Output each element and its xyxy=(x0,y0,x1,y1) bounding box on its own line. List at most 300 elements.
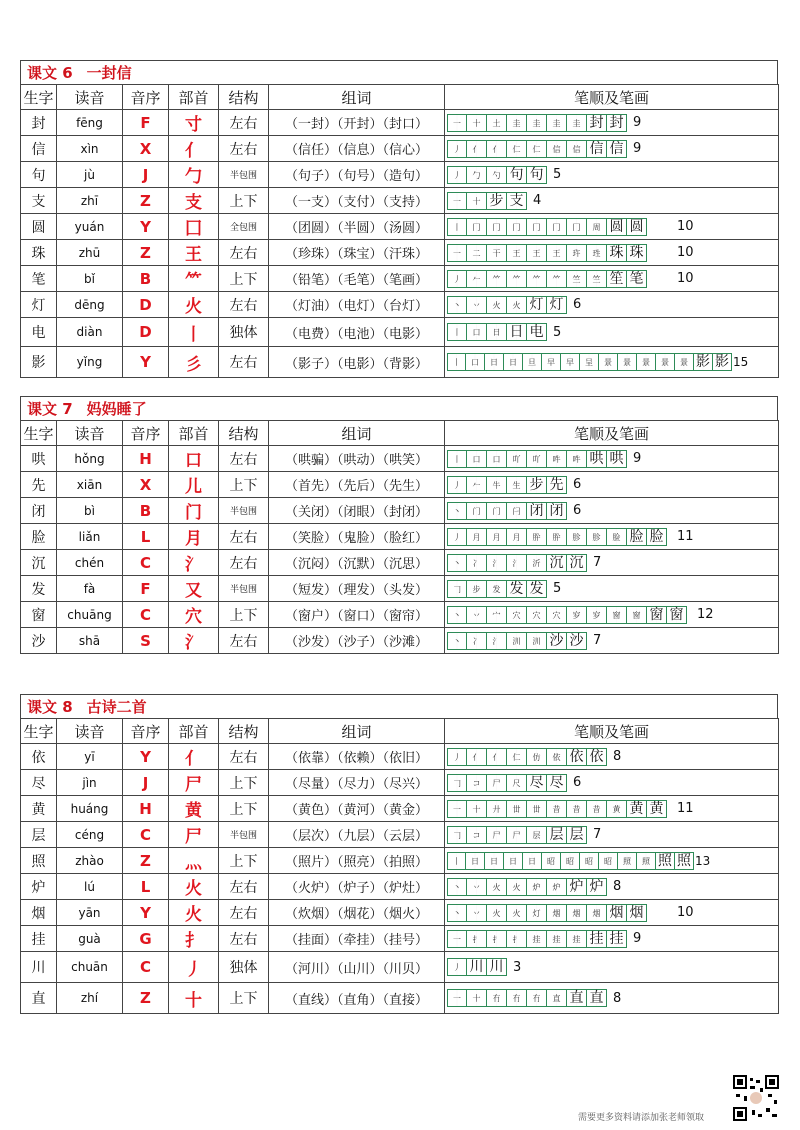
radical-cell: 丿 xyxy=(169,952,219,983)
initial-cell: Y xyxy=(123,214,169,240)
stroke-step: 干 xyxy=(487,244,507,262)
character-cell: 直 xyxy=(21,983,57,1014)
stroke-step: 扌 xyxy=(487,930,507,948)
stroke-count: 10 xyxy=(677,271,694,286)
stroke-step: 仿 xyxy=(527,748,547,766)
words-cell: （炊烟）（烟花）（烟火） xyxy=(269,900,445,926)
stroke-step: ⺮ xyxy=(527,270,547,288)
pinyin-cell: dēng xyxy=(57,292,123,318)
structure-cell: 上下 xyxy=(219,796,269,822)
column-header: 笔顺及笔画 xyxy=(445,719,779,744)
stroke-step: 仁 xyxy=(507,748,527,766)
stroke-step: 氵 xyxy=(487,632,507,650)
table-row xyxy=(21,498,779,524)
stroke-count: 12 xyxy=(697,607,714,622)
table-row xyxy=(21,770,779,796)
stroke-step: 廾 xyxy=(487,800,507,818)
stroke-step: 亻 xyxy=(487,140,507,158)
table-row xyxy=(21,744,779,770)
words-cell: （直线）（直角）（直接） xyxy=(269,983,445,1014)
stroke-step: 日 xyxy=(504,353,523,371)
stroke-step: 直 xyxy=(587,989,607,1007)
structure-cell: 独体 xyxy=(219,952,269,983)
stroke-step: 火 xyxy=(487,878,507,896)
radical-cell: 寸 xyxy=(169,110,219,136)
radical-cell: 火 xyxy=(169,874,219,900)
pinyin-cell: liǎn xyxy=(57,524,123,550)
stroke-step: 笙 xyxy=(607,270,627,288)
stroke-order-cell xyxy=(445,602,779,628)
stroke-step: 景 xyxy=(618,353,637,371)
stroke-count: 13 xyxy=(695,853,711,868)
stroke-step: 尸 xyxy=(507,826,527,844)
stroke-step: 景 xyxy=(656,353,675,371)
stroke-step: 二 xyxy=(467,244,487,262)
lesson-label: 课文 6 xyxy=(27,64,73,82)
structure-cell: 上下 xyxy=(219,472,269,498)
initial-cell: Z xyxy=(123,848,169,874)
stroke-step: 丨 xyxy=(447,323,467,341)
stroke-step: 圆 xyxy=(607,218,627,236)
pinyin-cell: guà xyxy=(57,926,123,952)
stroke-count: 6 xyxy=(573,775,582,790)
radical-cell: 囗 xyxy=(169,214,219,240)
character-cell: 发 xyxy=(21,576,57,602)
stroke-order-cell xyxy=(445,136,779,162)
stroke-step: 丶 xyxy=(447,296,467,314)
stroke-boxes xyxy=(447,958,507,976)
stroke-step: 景 xyxy=(675,353,694,371)
pinyin-cell: yǐng xyxy=(57,347,123,378)
stroke-step: 日 xyxy=(466,852,485,870)
stroke-step: 烟 xyxy=(607,904,627,922)
stroke-step: 窗 xyxy=(647,606,667,624)
stroke-step: 丿 xyxy=(447,748,467,766)
stroke-step: 哄 xyxy=(607,450,627,468)
stroke-step: 句 xyxy=(507,166,527,184)
stroke-step: 𠃌 xyxy=(447,774,467,792)
pinyin-cell: jìn xyxy=(57,770,123,796)
stroke-step: 玝 xyxy=(567,244,587,262)
table-header-row xyxy=(21,719,779,744)
stroke-order-cell xyxy=(445,576,779,602)
words-cell: （沉闷）（沉默）（沉思） xyxy=(269,550,445,576)
stroke-step: 生 xyxy=(507,476,527,494)
stroke-count: 6 xyxy=(573,503,582,518)
stroke-step: 沙 xyxy=(547,632,567,650)
stroke-step: 信 xyxy=(587,140,607,158)
stroke-order-cell xyxy=(445,347,779,378)
structure-cell: 左右 xyxy=(219,292,269,318)
words-cell: （影子）（电影）（背影） xyxy=(269,347,445,378)
table-row xyxy=(21,214,779,240)
table-row xyxy=(21,524,779,550)
stroke-count: 10 xyxy=(677,245,694,260)
stroke-step: 直 xyxy=(567,989,587,1007)
stroke-step: 日 xyxy=(523,852,542,870)
stroke-step: 昔 xyxy=(567,800,587,818)
stroke-boxes xyxy=(447,244,647,262)
character-cell: 珠 xyxy=(21,240,57,266)
stroke-step: 影 xyxy=(713,353,732,371)
stroke-step: 穸 xyxy=(587,606,607,624)
stroke-step: 早 xyxy=(561,353,580,371)
stroke-step: 仁 xyxy=(527,140,547,158)
initial-cell: L xyxy=(123,874,169,900)
character-cell: 沉 xyxy=(21,550,57,576)
stroke-step: 口 xyxy=(467,323,487,341)
stroke-step: ⺮ xyxy=(507,270,527,288)
stroke-step: 冫 xyxy=(467,632,487,650)
words-cell: （笑脸）（鬼脸）（脸红） xyxy=(269,524,445,550)
stroke-step: 冂 xyxy=(567,218,587,236)
stroke-step: 沙 xyxy=(567,632,587,650)
stroke-step: 灯 xyxy=(527,904,547,922)
stroke-step: 冂 xyxy=(467,218,487,236)
words-cell: （沙发）（沙子）（沙滩） xyxy=(269,628,445,654)
stroke-step: 一 xyxy=(447,192,467,210)
words-cell: （首先）（先后）（先生） xyxy=(269,472,445,498)
column-header: 读音 xyxy=(57,421,123,446)
stroke-step: 尽 xyxy=(547,774,567,792)
words-cell: （电费）（电池）（电影） xyxy=(269,318,445,347)
stroke-count: 11 xyxy=(677,529,694,544)
stroke-step: 直 xyxy=(547,989,567,1007)
pinyin-cell: yī xyxy=(57,744,123,770)
stroke-step: 丗 xyxy=(527,800,547,818)
stroke-count: 9 xyxy=(633,115,642,130)
stroke-step: 口 xyxy=(466,353,485,371)
stroke-count: 7 xyxy=(593,555,602,570)
initial-cell: Y xyxy=(123,744,169,770)
stroke-step: 早 xyxy=(542,353,561,371)
stroke-count: 5 xyxy=(553,324,562,340)
character-cell: 照 xyxy=(21,848,57,874)
stroke-step: 沉 xyxy=(547,554,567,572)
stroke-step: 尸 xyxy=(487,826,507,844)
stroke-step: 丿 xyxy=(447,528,467,546)
stroke-step: 信 xyxy=(567,140,587,158)
stroke-count: 4 xyxy=(533,193,542,208)
stroke-step: 吽 xyxy=(547,450,567,468)
stroke-step: 闭 xyxy=(527,502,547,520)
stroke-boxes xyxy=(447,166,547,184)
stroke-count: 8 xyxy=(613,990,622,1006)
column-header: 音序 xyxy=(123,85,169,110)
pinyin-cell: zhī xyxy=(57,188,123,214)
stroke-step: 丨 xyxy=(447,218,467,236)
stroke-step: 丿 xyxy=(447,958,467,976)
table-row xyxy=(21,162,779,188)
stroke-count: 3 xyxy=(513,959,522,975)
stroke-step: 炉 xyxy=(567,878,587,896)
table-row xyxy=(21,292,779,318)
table-row xyxy=(21,602,779,628)
words-cell: （河川）（山川）（川贝） xyxy=(269,952,445,983)
initial-cell: X xyxy=(123,136,169,162)
stroke-step: 冇 xyxy=(487,989,507,1007)
stroke-step: 一 xyxy=(447,114,467,132)
stroke-step: 𠂉 xyxy=(467,270,487,288)
pinyin-cell: diàn xyxy=(57,318,123,347)
stroke-step: 丿 xyxy=(447,270,467,288)
stroke-step: 胗 xyxy=(567,528,587,546)
radical-cell: 扌 xyxy=(169,926,219,952)
words-cell: （窗户）（窗口）（窗帘） xyxy=(269,602,445,628)
stroke-step: 脸 xyxy=(607,528,627,546)
initial-cell: B xyxy=(123,266,169,292)
initial-cell: F xyxy=(123,576,169,602)
stroke-step: 牛 xyxy=(487,476,507,494)
structure-cell: 左右 xyxy=(219,744,269,770)
structure-cell: 半包围 xyxy=(219,576,269,602)
stroke-step: 亻 xyxy=(467,748,487,766)
radical-cell: 尸 xyxy=(169,822,219,848)
radical-cell: 儿 xyxy=(169,472,219,498)
structure-cell: 左右 xyxy=(219,550,269,576)
stroke-step: 丶 xyxy=(447,632,467,650)
stroke-step: 竺 xyxy=(587,270,607,288)
words-cell: （一支）（支付）（支持） xyxy=(269,188,445,214)
stroke-step: 川 xyxy=(487,958,507,976)
pinyin-cell: zhū xyxy=(57,240,123,266)
stroke-count: 5 xyxy=(553,581,562,596)
stroke-step: 竺 xyxy=(567,270,587,288)
words-cell: （尽量）（尽力）（尽兴） xyxy=(269,770,445,796)
character-table xyxy=(20,718,779,1014)
initial-cell: G xyxy=(123,926,169,952)
initial-cell: Z xyxy=(123,240,169,266)
lesson-title xyxy=(20,694,778,718)
stroke-boxes xyxy=(447,606,687,624)
stroke-step: 沉 xyxy=(567,554,587,572)
character-cell: 层 xyxy=(21,822,57,848)
stroke-step: 冇 xyxy=(507,989,527,1007)
stroke-step: 日 xyxy=(487,323,507,341)
stroke-step: 圭 xyxy=(547,114,567,132)
table-row xyxy=(21,136,779,162)
stroke-step: 丷 xyxy=(467,296,487,314)
stroke-count: 10 xyxy=(677,219,694,234)
stroke-step: 火 xyxy=(487,296,507,314)
initial-cell: F xyxy=(123,110,169,136)
stroke-step: 炉 xyxy=(527,878,547,896)
stroke-order-cell xyxy=(445,952,779,983)
initial-cell: Z xyxy=(123,188,169,214)
words-cell: （哄骗）（哄动）（哄笑） xyxy=(269,446,445,472)
stroke-step: 丿 xyxy=(447,476,467,494)
table-row xyxy=(21,848,779,874)
initial-cell: J xyxy=(123,770,169,796)
lesson-title xyxy=(20,396,778,420)
stroke-step: 圆 xyxy=(627,218,647,236)
stroke-step: 圭 xyxy=(507,114,527,132)
table-header-row xyxy=(21,421,779,446)
radical-cell: 王 xyxy=(169,240,219,266)
stroke-step: 冇 xyxy=(527,989,547,1007)
stroke-step: 勺 xyxy=(487,166,507,184)
stroke-step: 丨 xyxy=(447,353,466,371)
stroke-step: 丷 xyxy=(467,878,487,896)
stroke-step: 火 xyxy=(507,904,527,922)
character-cell: 窗 xyxy=(21,602,57,628)
stroke-step: 挂 xyxy=(547,930,567,948)
character-cell: 先 xyxy=(21,472,57,498)
stroke-step: 穴 xyxy=(547,606,567,624)
stroke-order-cell xyxy=(445,796,779,822)
stroke-step: 丶 xyxy=(447,606,467,624)
stroke-boxes xyxy=(447,192,527,210)
lesson-section xyxy=(20,60,778,378)
stroke-step: 信 xyxy=(607,140,627,158)
column-header: 部首 xyxy=(169,719,219,744)
stroke-boxes xyxy=(447,270,647,288)
stroke-step: 挂 xyxy=(527,930,547,948)
stroke-count: 7 xyxy=(593,633,602,648)
lesson-section xyxy=(20,396,778,654)
stroke-step: 仁 xyxy=(507,140,527,158)
character-table xyxy=(20,420,779,654)
stroke-boxes xyxy=(447,989,607,1007)
stroke-step: 依 xyxy=(567,748,587,766)
stroke-step: 照 xyxy=(656,852,675,870)
stroke-step: 挂 xyxy=(567,930,587,948)
stroke-count: 9 xyxy=(633,141,642,156)
stroke-order-cell xyxy=(445,744,779,770)
stroke-count: 6 xyxy=(573,477,582,492)
character-cell: 支 xyxy=(21,188,57,214)
stroke-step: 穸 xyxy=(567,606,587,624)
structure-cell: 半包围 xyxy=(219,498,269,524)
stroke-step: 月 xyxy=(507,528,527,546)
structure-cell: 半包围 xyxy=(219,822,269,848)
stroke-step: 门 xyxy=(487,502,507,520)
stroke-step: 冂 xyxy=(547,218,567,236)
stroke-boxes xyxy=(447,296,567,314)
character-cell: 圆 xyxy=(21,214,57,240)
stroke-step: 窗 xyxy=(627,606,647,624)
character-cell: 信 xyxy=(21,136,57,162)
stroke-step: 烟 xyxy=(567,904,587,922)
pinyin-cell: chén xyxy=(57,550,123,576)
stroke-boxes xyxy=(447,353,732,371)
stroke-order-cell xyxy=(445,900,779,926)
stroke-step: 门 xyxy=(467,502,487,520)
table-row xyxy=(21,952,779,983)
stroke-order-cell xyxy=(445,822,779,848)
words-cell: （团圆）（半圆）（汤圆） xyxy=(269,214,445,240)
stroke-step: 烟 xyxy=(627,904,647,922)
stroke-step: 景 xyxy=(637,353,656,371)
stroke-step: 汌 xyxy=(507,632,527,650)
qr-code-icon xyxy=(732,1074,780,1122)
stroke-count: 9 xyxy=(633,931,642,946)
stroke-order-cell xyxy=(445,848,779,874)
stroke-step: 影 xyxy=(694,353,713,371)
stroke-step: 日 xyxy=(504,852,523,870)
column-header: 生字 xyxy=(21,719,57,744)
stroke-step: 周 xyxy=(587,218,607,236)
stroke-step: 吖 xyxy=(527,450,547,468)
pinyin-cell: chuān xyxy=(57,952,123,983)
table-row xyxy=(21,110,779,136)
stroke-step: 黄 xyxy=(647,800,667,818)
stroke-step: 一 xyxy=(447,244,467,262)
stroke-step: 照 xyxy=(618,852,637,870)
stroke-order-cell xyxy=(445,110,779,136)
radical-cell: 丨 xyxy=(169,318,219,347)
stroke-step: 亻 xyxy=(487,748,507,766)
lesson-label: 课文 8 xyxy=(27,698,73,716)
table-row xyxy=(21,347,779,378)
table-row xyxy=(21,796,779,822)
stroke-step: コ xyxy=(467,826,487,844)
initial-cell: Z xyxy=(123,983,169,1014)
words-cell: （层次）（九层）（云层） xyxy=(269,822,445,848)
pinyin-cell: xìn xyxy=(57,136,123,162)
pinyin-cell: shā xyxy=(57,628,123,654)
stroke-step: 珠 xyxy=(607,244,627,262)
radical-cell: 月 xyxy=(169,524,219,550)
stroke-step: 圭 xyxy=(527,114,547,132)
column-header: 结构 xyxy=(219,421,269,446)
footer-note: 需要更多资料请添加张老师领取 xyxy=(578,1113,705,1123)
radical-cell: 黄 xyxy=(169,796,219,822)
stroke-order-cell xyxy=(445,926,779,952)
structure-cell: 左右 xyxy=(219,926,269,952)
stroke-step: 电 xyxy=(527,323,547,341)
stroke-step: 冂 xyxy=(507,218,527,236)
pinyin-cell: fēng xyxy=(57,110,123,136)
stroke-step: 脸 xyxy=(627,528,647,546)
stroke-order-cell xyxy=(445,292,779,318)
radical-cell: 勹 xyxy=(169,162,219,188)
stroke-step: 亻 xyxy=(467,140,487,158)
stroke-step: 勹 xyxy=(467,166,487,184)
stroke-step: 尺 xyxy=(507,774,527,792)
stroke-order-cell xyxy=(445,983,779,1014)
stroke-step: 吖 xyxy=(507,450,527,468)
radical-cell: 火 xyxy=(169,292,219,318)
table-row xyxy=(21,446,779,472)
stroke-order-cell xyxy=(445,188,779,214)
lesson-name: 古诗二首 xyxy=(86,698,147,716)
radical-cell: ⺮ xyxy=(169,266,219,292)
lesson-section xyxy=(20,694,778,1014)
character-cell: 黄 xyxy=(21,796,57,822)
structure-cell: 左右 xyxy=(219,136,269,162)
stroke-step: 脸 xyxy=(647,528,667,546)
pinyin-cell: lú xyxy=(57,874,123,900)
stroke-step: 𠃌 xyxy=(447,580,467,598)
stroke-boxes xyxy=(447,826,587,844)
structure-cell: 全包围 xyxy=(219,214,269,240)
stroke-step: 发 xyxy=(487,580,507,598)
initial-cell: C xyxy=(123,602,169,628)
stroke-step: 穴 xyxy=(507,606,527,624)
stroke-boxes xyxy=(447,323,547,341)
stroke-count: 15 xyxy=(733,355,749,369)
stroke-order-cell xyxy=(445,524,779,550)
stroke-step: 尸 xyxy=(487,774,507,792)
pinyin-cell: yān xyxy=(57,900,123,926)
character-cell: 炉 xyxy=(21,874,57,900)
table-row xyxy=(21,318,779,347)
structure-cell: 左右 xyxy=(219,240,269,266)
stroke-order-cell xyxy=(445,472,779,498)
stroke-step: 昭 xyxy=(599,852,618,870)
stroke-boxes xyxy=(447,878,607,896)
